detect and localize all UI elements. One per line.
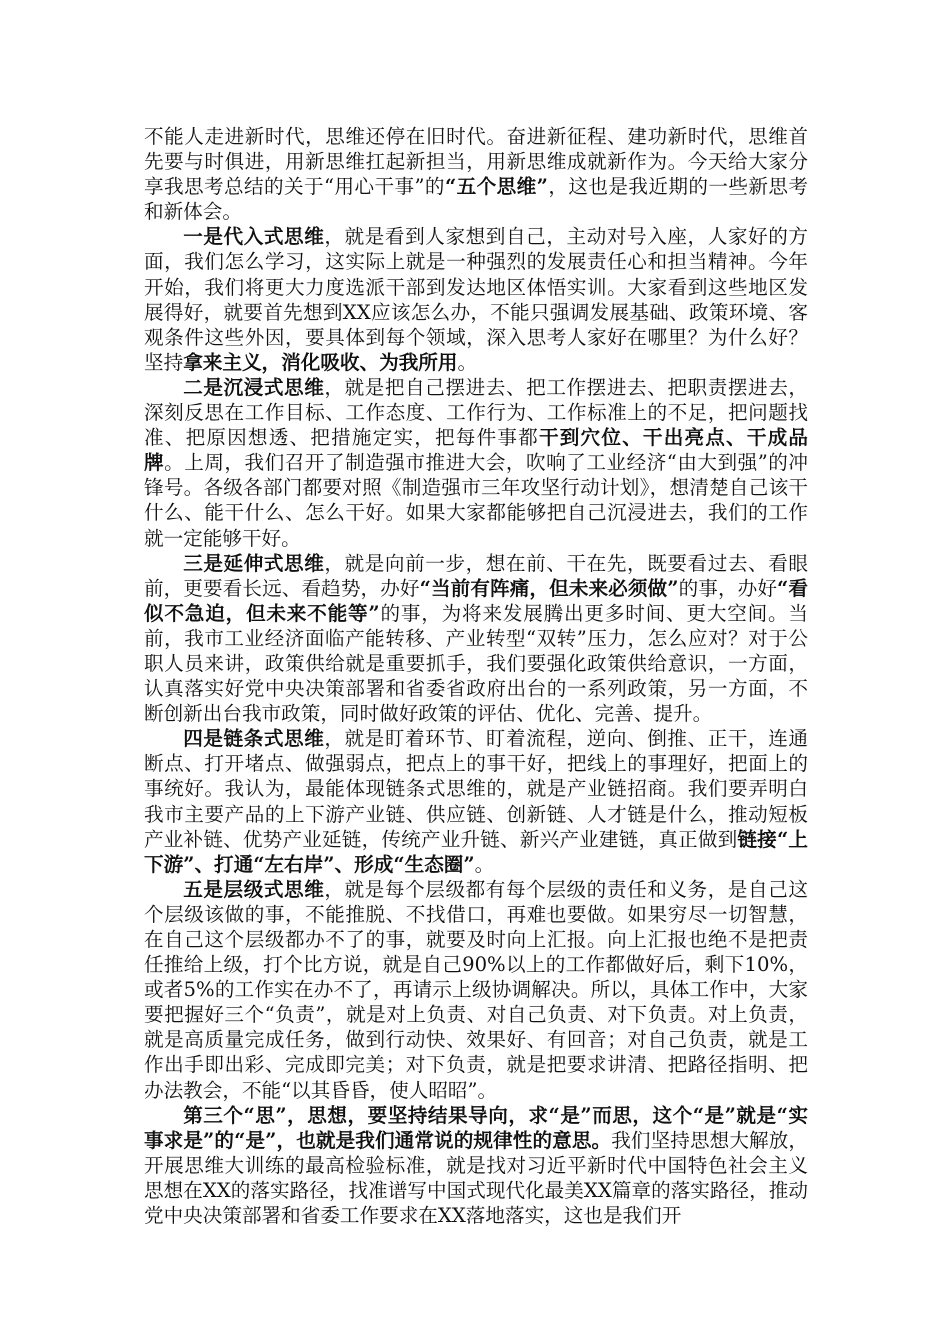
bold-run: 四是链条式思维: [183, 727, 325, 751]
text-run: ，就是每个层级都有每个层级的责任和义务，是自己这个层级该做的事，不能推脱、不找借口，再难也要做。如果穷尽一切智慧，在自己这个层级都办不了的事，就要及时向上汇报。向上汇报也绝不是把责任推给上级，打个比方说，就是自己90%以上的工作都做好后，剩下10%，或者5%的工作实在办不了，再请示上级协调解决。所以，具体工作中，大家要把握好三个“负责”，就是对上负责、对自己负责、对下负责。对上负责，就是高质量完成任务，做到行动快、效果好、有回音；对自己负责，就是工作出手即出彩、完成即完美；对下负责，就是把要求讲清、把路径指明、把办法教会，不能“以其昏昏，使人昭昭”。: [144, 877, 809, 1102]
text-run: 。: [474, 852, 495, 876]
text-run: 的事，为将来发展腾出更多时间、更大空间。当前，我市工业经济面临产能转移、产业转型“双转”压力，怎么应对？对于公职人员来讲，政策供给就是重要抓手，我们要强化政策供给意识，一方面，认真落实好党中央决策部署和省委省政府出台的一系列政策，另一方面，不断创新出台我市政策，同时做好政策的评估、优化、完善、提升。: [144, 601, 809, 726]
bold-run: 三是延伸式思维: [183, 551, 325, 575]
text-run: 我们坚持思想大解放，开展思维大训练的最高检验标准，就是找对习近平新时代中国特色社会主义思想在XX的落实路径，找准谱写中国式现代化最美XX篇章的落实路径，推动党中央决策部署和省委工作要求在XX落地落实，这也是我们开: [144, 1128, 808, 1228]
bold-run: 二是沉浸式思维: [183, 375, 325, 399]
text-run: ，就是把自己摆进去、把工作摆进去、把职责摆进去，深刻反思在工作目标、工作态度、工作行为、工作标准上的不足，把问题找准、把原因想透、把措施定实，把每件事都: [144, 375, 809, 450]
text-run: ，这也是我近期的一些新思考和新体会。: [144, 175, 808, 224]
bold-run: “当前有阵痛，但未来必须做”: [419, 576, 679, 600]
bold-run: 链接“上下游”、打通“左右岸”、形成“生态圈”: [144, 827, 808, 876]
text-run: 。: [457, 350, 478, 374]
text-run: ，就是向前一步，想在前、干在先，既要看过去、看眼前，更要看长远、看趋势，办好: [144, 551, 809, 600]
bold-run: 第三个“思”，思想，要坚持结果导向，求“是”而思，这个“是”就是“实事求是”的“是”，也就是我们通常说的规律性的意思。: [144, 1103, 808, 1152]
paragraph-third-thinking: [144, 551, 808, 727]
text-run: ，就是盯着环节、盯着流程，逆向、倒推、正干，连通断点、打开堵点、做强弱点，把点上的事干好，把线上的事理好，把面上的事统好。我认为，最能体现链条式思维的，就是产业链招商。我们要弄明白我市主要产品的上下游产业链、供应链、创新链、人才链是什么，推动短板产业补链、优势产业延链，传统产业升链、新兴产业建链，真正做到: [144, 727, 809, 851]
paragraph-fifth-thinking: [144, 877, 808, 1103]
paragraph-second-thinking: [144, 375, 808, 551]
paragraph-third-si: [144, 1103, 808, 1228]
paragraph-fourth-thinking: [144, 726, 808, 877]
bold-run: 五是层级式思维: [183, 877, 325, 901]
paragraph-first-thinking: [144, 224, 808, 375]
bold-run: “五个思维”: [444, 175, 548, 199]
text-run: 。上周，我们召开了制造强市推进大会，吹响了工业经济“由大到强”的冲锋号。各级各部门都要对照《制造强市三年攻坚行动计划》，想清楚自己该干什么、能干什么、怎么干好。如果大家都能够把自己沉浸进去，我们的工作就一定能够干好。: [144, 451, 808, 550]
bold-run: 干到穴位、干出亮点、干成品牌: [144, 426, 809, 475]
paragraph-intro: [144, 124, 808, 224]
document-page: [144, 124, 808, 1228]
bold-run: 拿来主义，消化吸收、为我所用: [183, 350, 458, 374]
bold-run: “看似不急迫，但未来不能等”: [144, 576, 809, 625]
bold-run: 一是代入式思维: [183, 225, 325, 249]
text-run: ，就是看到人家想到自己，主动对号入座，人家好的方面，我们怎么学习，这实际上就是一种强烈的发展责任心和担当精神。今年开始，我们将更大力度选派干部到发达地区体悟实训。大家看到这些地区发展得好，就要首先想到XX应该怎么办，不能只强调发展基础、政策环境、客观条件这些外因，要具体到每个领域，深入思考人家好在哪里？为什么好？坚持: [144, 225, 809, 374]
text-run: 的事，办好: [678, 576, 778, 600]
text-run: 不能人走进新时代，思维还停在旧时代。奋进新征程、建功新时代，思维首先要与时俱进，用新思维扛起新担当，用新思维成就新作为。今天给大家分享我思考总结的关于“用心干事”的: [144, 125, 808, 199]
